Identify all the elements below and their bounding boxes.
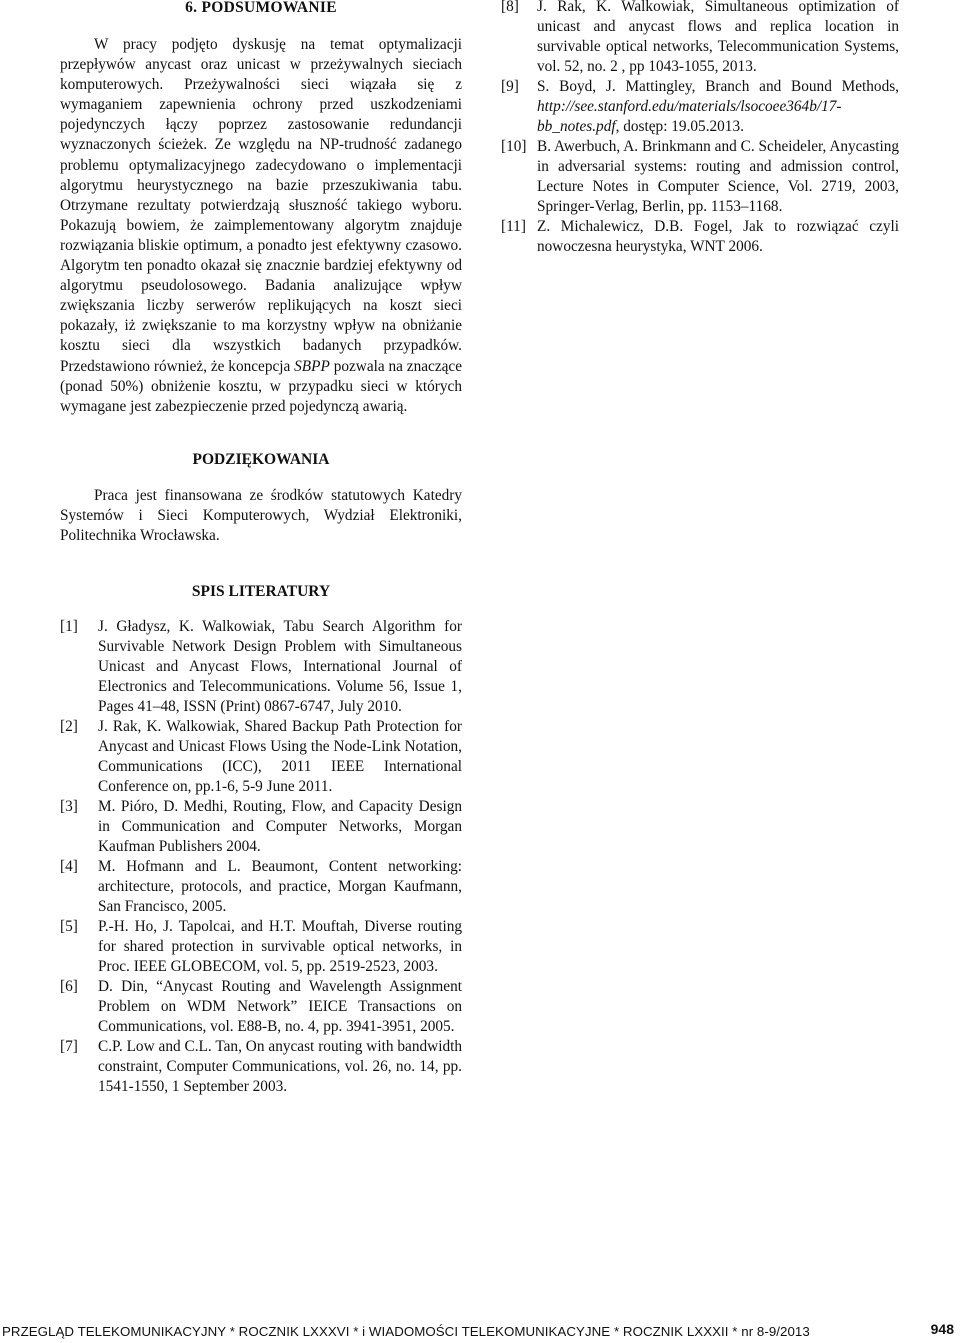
reference-text: C.P. Low and C.L. Tan, On anycast routing with bandwidth constraint, Computer Communications, vol. 26, no. 14, pp. 1541-1550, 1 September 2003.	[98, 1038, 462, 1096]
right-column	[501, 0, 899, 257]
section-heading-references: SPIS LITERATURY	[191, 583, 331, 601]
reference-item	[501, 137, 899, 217]
reference-text: Z. Michalewicz, D.B. Fogel, Jak to rozwiązać czyli nowoczesna heurystyka, WNT 2006.	[537, 218, 899, 255]
reference-list-left	[60, 617, 462, 1097]
reference-item	[60, 977, 462, 1037]
left-column	[60, 0, 462, 1097]
summary-paragraph: W pracy podjęto dyskusję na temat optymalizacji przepływów anycast oraz unicast w przeżywalnych sieciach komputerowych. Przeżywalności sieci wiązała się z wymaganiem zapewnienia ochrony przed uszkodzeniami pojedynczych łączy poprzez zastosowanie redundancji wyznaczonych ścieżek. Ze względu na NP-trudność zadanego problemu optymalizacyjnego zadecydowano o implementacji algorytmu heurystycznego na bazie przeszukiwania tabu. Otrzymane rezultaty potwierdzają słuszność takiego wyboru. Pokazują bowiem, że zaimplementowany algorytm znajduje rozwiązania bliskie optimum, a ponadto jest efektywny czasowo. Algorytm ten ponadto okazał się znacznie bardziej efektywny od algorytmu pseudolosowego. Badania analizujące wpływ zwiększania liczby serwerów replikujących na koszt sieci pokazały, iż zwiększanie to ma korzystny wpływ na obniżanie kosztu sieci dla wszystkich badanych przypadków. Przedstawiono również, że koncepcja SBPP pozwala na znaczące (ponad 50%) obniżenie kosztu, w przypadku sieci w których wymagane jest zabezpieczenie przed pojedynczą awarią.	[60, 36, 462, 415]
reference-item	[501, 0, 899, 77]
reference-item	[60, 617, 462, 717]
reference-number: [7]	[60, 1038, 78, 1056]
reference-text: D. Din, “Anycast Routing and Wavelength Assignment Problem on WDM Network” IEICE Transactions on Communications, vol. E88-B, no. 4, pp. 3941-3951, 2005.	[98, 978, 462, 1036]
reference-text: M. Pióro, D. Medhi, Routing, Flow, and Capacity Design in Communication and Computer Networks, Morgan Kaufman Publishers 2004.	[98, 798, 462, 856]
reference-item	[60, 857, 462, 917]
page-number: 948	[930, 1321, 954, 1337]
reference-item	[60, 1037, 462, 1097]
reference-number: [3]	[60, 798, 78, 816]
section-heading-acknowledgements: PODZIĘKOWANIA	[192, 450, 330, 468]
reference-text: M. Hofmann and L. Beaumont, Content networking: architecture, protocols, and practice, Morgan Kaufmann, San Francisco, 2005.	[98, 858, 462, 916]
reference-number: [6]	[60, 978, 78, 996]
reference-number: [9]	[501, 78, 519, 95]
acknowledgements-paragraph: Praca jest finansowana ze środków statutowych Katedry Systemów i Sieci Komputerowych, Wydział Elektroniki, Politechnika Wrocławska.	[60, 486, 462, 544]
footer-rule	[0, 1320, 960, 1321]
reference-item	[60, 717, 462, 797]
reference-text: P.-H. Ho, J. Tapolcai, and H.T. Mouftah, Diverse routing for shared protection in survivable optical networks, in Proc. IEEE GLOBECOM, vol. 5, pp. 2519-2523, 2003.	[98, 918, 462, 976]
section-heading-summary: 6. PODSUMOWANIE	[185, 0, 337, 16]
reference-number: [10]	[501, 138, 527, 155]
reference-text: J. Gładysz, K. Walkowiak, Tabu Search Algorithm for Survivable Network Design Problem with Simultaneous Unicast and Anycast Flows, International Journal of Electronics and Telecommunications. Volume 56, Issue 1, Pages 41–48, ISSN (Print) 0867-6747, July 2010.	[98, 618, 462, 716]
reference-item	[501, 77, 899, 137]
reference-item	[60, 797, 462, 857]
reference-item	[501, 217, 899, 257]
reference-text: J. Rak, K. Walkowiak, Shared Backup Path Protection for Anycast and Unicast Flows Using the Node-Link Notation, Communications (ICC), 2011 IEEE International Conference on, pp.1-6, 5-9 June 2011.	[98, 718, 462, 796]
reference-text: S. Boyd, J. Mattingley, Branch and Bound Methods, http://see.stanford.edu/materials/lsocoee364b/17-bb_notes.pdf, dostęp: 19.05.2013.	[537, 78, 899, 135]
journal-footer-text: PRZEGLĄD TELEKOMUNIKACYJNY * ROCZNIK LXXXVI * i WIADOMOŚCI TELEKOMUNIKACYJNE * ROCZNIK LXXXII * nr 8-9/2013	[2, 1324, 810, 1339]
reference-text: J. Rak, K. Walkowiak, Simultaneous optimization of unicast and anycast flows and replica location in survivable optical networks, Telecommunication Systems, vol. 52, no. 2 , pp 1043-1055, 2013.	[537, 0, 899, 75]
reference-number: [5]	[60, 918, 78, 936]
reference-text: B. Awerbuch, A. Brinkmann and C. Scheideler, Anycasting in adversarial systems: routing and admission control, Lecture Notes in Computer Science, Vol. 2719, 2003, Springer-Verlag, Berlin, pp. 1153–1168.	[537, 138, 899, 215]
reference-item	[60, 917, 462, 977]
reference-number: [2]	[60, 718, 78, 736]
reference-number: [1]	[60, 618, 78, 636]
reference-number: [4]	[60, 858, 78, 876]
page-footer	[0, 1320, 960, 1342]
reference-list-right	[501, 0, 899, 257]
reference-number: [11]	[501, 218, 526, 235]
reference-number: [8]	[501, 0, 519, 15]
